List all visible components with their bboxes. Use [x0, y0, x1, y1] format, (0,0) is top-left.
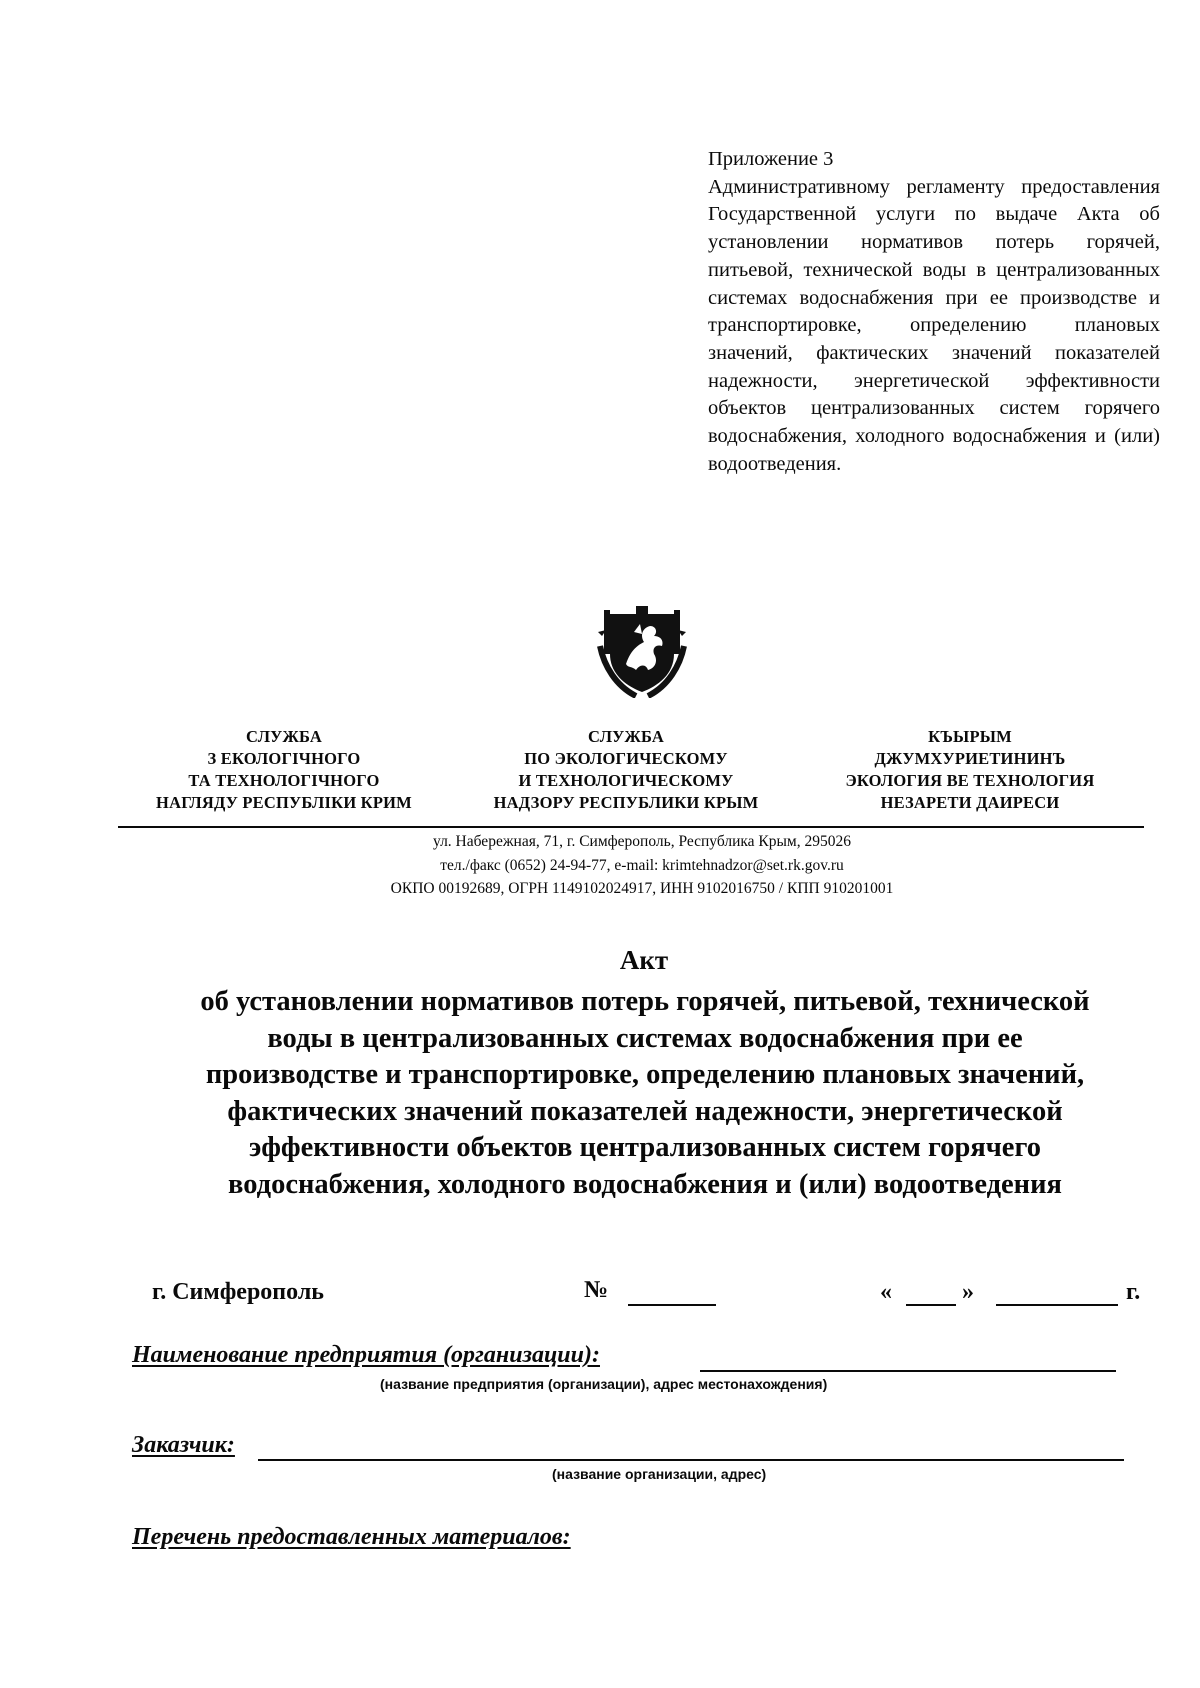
number-blank[interactable] [628, 1304, 716, 1306]
header-russian-line: НАДЗОРУ РЕСПУБЛИКИ КРЫМ [493, 793, 759, 812]
customer-label: Заказчик: [132, 1432, 235, 1458]
registration-codes-line: ОКПО 00192689, ОГРН 1149102024917, ИНН 9102016750 / КПП 910201001 [390, 880, 894, 897]
date-open-quote: « [880, 1279, 892, 1305]
header-ukrainian-line: НАГЛЯДУ РЕСПУБЛІКИ КРИМ [156, 793, 412, 812]
header-russian-line: И ТЕХНОЛОГИЧЕСКОМУ [518, 771, 734, 790]
document-type: Акт [619, 945, 669, 975]
coat-of-arms-icon [596, 606, 688, 698]
title-line: воды в централизованных системах водоснабжения при ее [267, 1022, 1023, 1054]
customer-blank[interactable] [258, 1459, 1124, 1461]
appendix-block [708, 146, 1160, 478]
header-russian-line: СЛУЖБА [587, 727, 665, 746]
date-close-quote: » [962, 1279, 974, 1305]
materials-label: Перечень предоставленных материалов: [132, 1524, 571, 1550]
header-ukrainian-line: СЛУЖБА [245, 727, 323, 746]
city-label: г. Симферополь [152, 1279, 324, 1305]
title-line: производстве и транспортировке, определению плановых значений, [205, 1059, 1085, 1090]
title-line: эффективности объектов централизованных систем горячего [249, 1132, 1041, 1163]
header-ukrainian [120, 726, 448, 814]
title-line: об установлении нормативов потерь горячей, питьевой, технической [200, 986, 1090, 1017]
title-line: водоснабжения, холодного водоснабжения и (или) водоотведения [228, 1168, 1062, 1200]
header-crimean-tatar [800, 726, 1140, 814]
appendix-text: Административному регламенту предоставления Государственной услуги по выдаче Акта об установлении нормативов потерь горячей, питьевой, технической воды в централизованных системах водоснабжения при ее производстве и транспортировке, определению плановых значений, фактических значений показателей надежности, энергетической эффективности объектов централизованных систем горячего водоснабжения, холодного водоснабжения и (или) водоотведения. [708, 175, 1160, 475]
title-line: фактических значений показателей надежности, энергетической [227, 1095, 1063, 1127]
header-crimean-tatar-line: НЕЗАРЕТИ ДАИРЕСИ [880, 793, 1060, 812]
header-ukrainian-line: ТА ТЕХНОЛОГІЧНОГО [188, 771, 380, 790]
document-title [120, 984, 1170, 1203]
year-suffix: г. [1126, 1279, 1141, 1305]
header-russian-line: ПО ЭКОЛОГИЧЕСКОМУ [524, 749, 728, 768]
month-blank[interactable] [996, 1304, 1118, 1306]
header-divider [118, 826, 1144, 828]
address-line: ул. Набережная, 71, г. Симферополь, Республика Крым, 295026 [433, 833, 851, 850]
header-crimean-tatar-line: КЪЫРЫМ [928, 727, 1012, 746]
number-label: № [584, 1277, 609, 1303]
day-blank[interactable] [906, 1304, 956, 1306]
phone-email-line: тел./факс (0652) 24-94-77, e-mail: krimtehnadzor@set.rk.gov.ru [440, 856, 844, 874]
enterprise-hint: (название предприятия (организации), адрес местонахождения) [380, 1376, 828, 1392]
enterprise-label: Наименование предприятия (организации): [132, 1342, 600, 1368]
appendix-heading: Приложение 3 [708, 148, 834, 170]
header-crimean-tatar-line: ДЖУМХУРИЕТИНИНЪ [874, 749, 1066, 768]
header-crimean-tatar-line: ЭКОЛОГИЯ ВЕ ТЕХНОЛОГИЯ [845, 771, 1095, 790]
contact-block [120, 830, 1164, 901]
header-ukrainian-line: З ЕКОЛОГІЧНОГО [207, 749, 361, 768]
customer-hint: (название организации, адрес) [552, 1466, 767, 1482]
header-russian [456, 726, 796, 814]
enterprise-blank[interactable] [700, 1370, 1116, 1372]
